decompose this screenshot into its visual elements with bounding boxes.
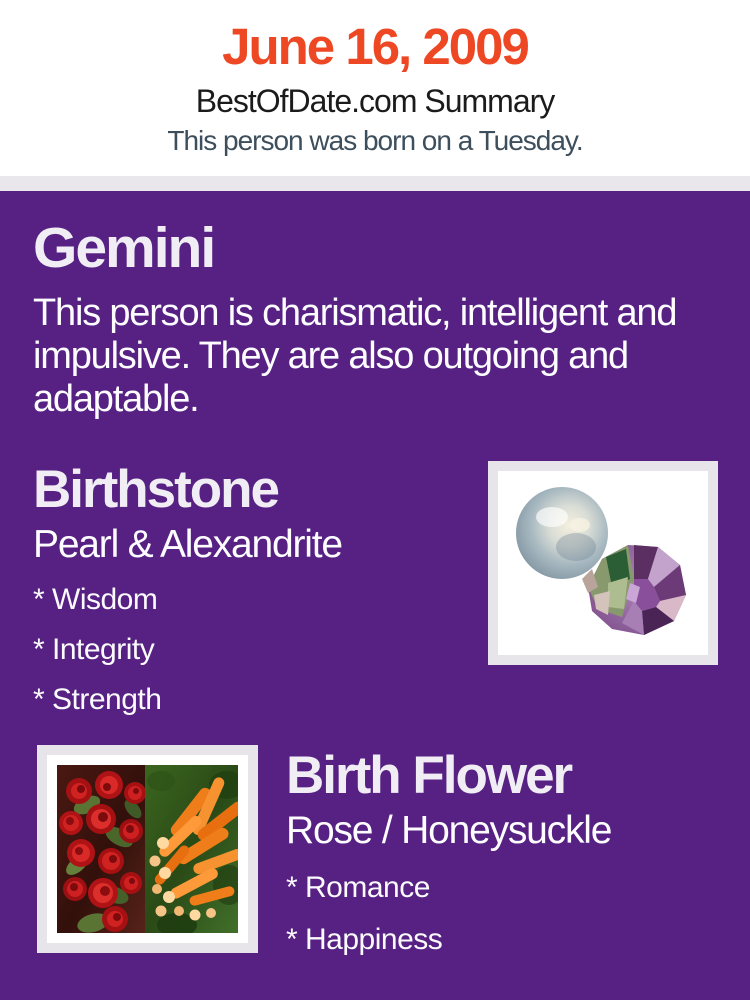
born-on-subtitle: This person was born on a Tuesday. <box>167 124 583 156</box>
birth-flower-trait: * Happiness <box>286 923 443 957</box>
birthstone-heading: Birthstone <box>33 459 278 519</box>
birthstone-trait: * Wisdom <box>33 582 158 616</box>
header-divider <box>0 176 750 191</box>
birth-flower-trait: * Romance <box>286 871 430 905</box>
birthstone-names: Pearl & Alexandrite <box>33 522 342 566</box>
birthstone-photo <box>488 461 718 665</box>
honeysuckle-graphic <box>145 765 238 933</box>
roses-graphic <box>57 765 146 933</box>
pearl-graphic <box>516 487 608 579</box>
birth-flower-names: Rose / Honeysuckle <box>286 809 612 853</box>
birth-flower-text <box>286 745 611 957</box>
birthstone-trait: * Strength <box>33 682 162 716</box>
header <box>0 0 750 176</box>
main-panel <box>0 191 750 1000</box>
birth-flower-heading: Birth Flower <box>286 745 572 805</box>
birth-flower-traits <box>286 871 611 957</box>
birth-flower-photo <box>37 745 258 953</box>
zodiac-sign-heading: Gemini <box>33 216 215 280</box>
site-summary-title: BestOfDate.com Summary <box>195 82 555 119</box>
rose-and-honeysuckle-graphic <box>57 765 238 933</box>
birthstone-trait: * Integrity <box>33 632 155 666</box>
zodiac-section <box>33 217 750 421</box>
page-title-date: June 16, 2009 <box>222 18 528 75</box>
birth-flower-section <box>37 745 750 957</box>
birthstone-section <box>33 461 750 717</box>
pearl-and-alexandrite-graphic <box>510 483 696 643</box>
zodiac-description: This person is charismatic, intelligent and impulsive. They are also outgoing and adaptable. <box>33 291 677 420</box>
